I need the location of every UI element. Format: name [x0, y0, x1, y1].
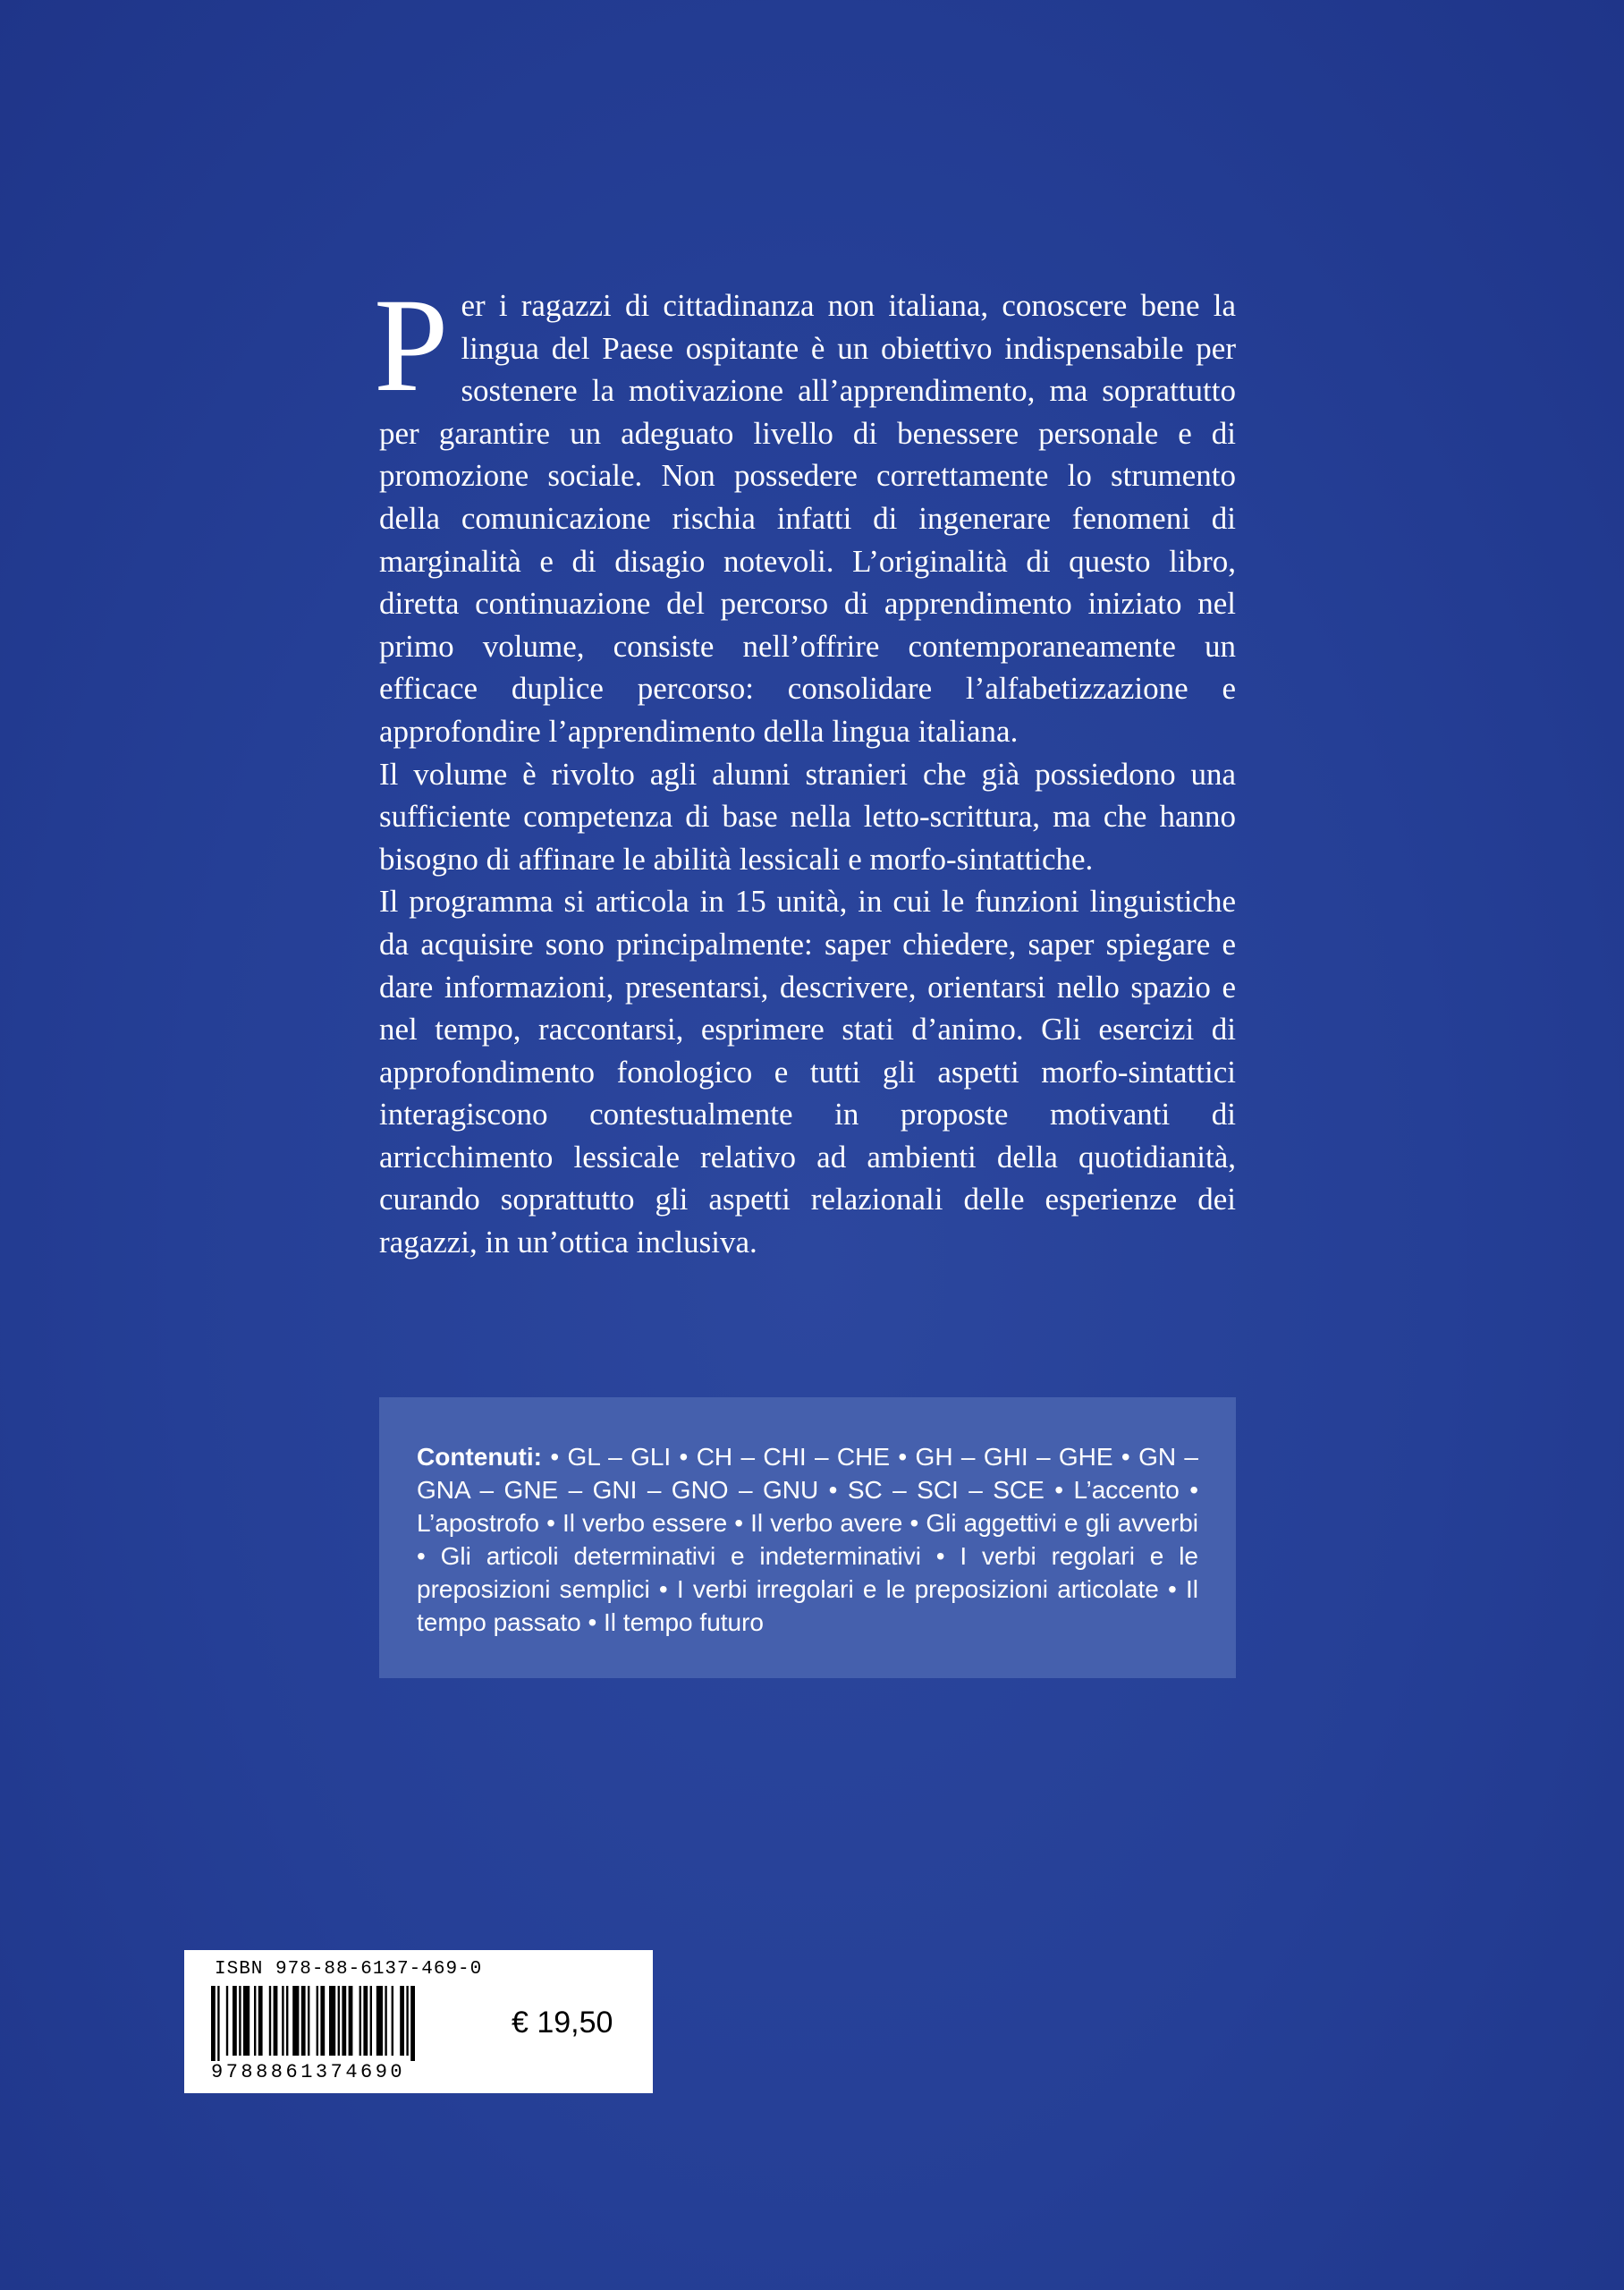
- contents-box: [379, 1397, 1236, 1678]
- contents-list: • GL – GLI • CH – CHI – CHE • GH – GHI – GHE • GN – GNA – GNE – GNI – GNO – GNU • SC – SCI – SCE • L’accento • L’apostrofo • Il verbo essere • Il verbo avere • Gli aggettivi e gli avverbi • Gli articoli determinativi e indeterminativi • I verbi regolari e le preposizioni semplici • I verbi irregolari e le preposizioni articolate • Il tempo passato • Il tempo futuro: [417, 1443, 1198, 1636]
- paragraph-1-text: er i ragazzi di cittadinanza non italiana, conoscere bene la lingua del Paese ospitante è un obiettivo indispensabile per sostenere la motivazione all’apprendimento, ma soprattutto per garantire un adeguato livello di benessere personale e di promozione sociale. Non possedere correttamente lo strumento della comunicazione rischia infatti di ingenerare fenomeni di marginalità e di disagio notevoli. L’originalità di questo libro, diretta continuazione del percorso di apprendimento iniziato nel primo volume, consiste nell’offrire contemporaneamente un efficace duplice percorso: consolidare l’alfabetizzazione e approfondire l’apprendimento della lingua italiana.: [379, 288, 1236, 749]
- description-paragraph-1: [374, 271, 1236, 753]
- back-cover-description: [374, 271, 1236, 1264]
- barcode-icon: [211, 1986, 479, 2061]
- contents-label: Contenuti:: [417, 1443, 542, 1471]
- barcode-digits: 9788861374690: [211, 2061, 406, 2083]
- barcode-panel: [184, 1950, 653, 2093]
- description-paragraph-3: Il programma si articola in 15 unità, in cui le funzioni linguistiche da acquisire sono principalmente: saper chiedere, saper spiegare e dare informazioni, presentarsi, descrivere, orientarsi nello spazio e nel tempo, raccontarsi, esprimere stati d’animo. Gli esercizi di approfondimento fonologico e tutti gli aspetti morfo-sintattici interagiscono contestualmente in proposte motivanti di arricchimento lessicale relativo ad ambienti della quotidianità, curando soprattutto gli aspetti relazionali delle esperienze dei ragazzi, in un’ottica inclusiva.: [379, 884, 1236, 1260]
- isbn-label: ISBN 978-88-6137-469-0: [215, 1959, 483, 1980]
- price: € 19,50: [512, 2006, 613, 2040]
- description-paragraph-2: Il volume è rivolto agli alunni stranieri che già possiedono una sufficiente competenza di base nella letto-scrittura, ma che hanno bisogno di affinare le abilità lessicali e morfo-sintattiche.: [379, 756, 1236, 877]
- drop-cap: P: [374, 271, 449, 420]
